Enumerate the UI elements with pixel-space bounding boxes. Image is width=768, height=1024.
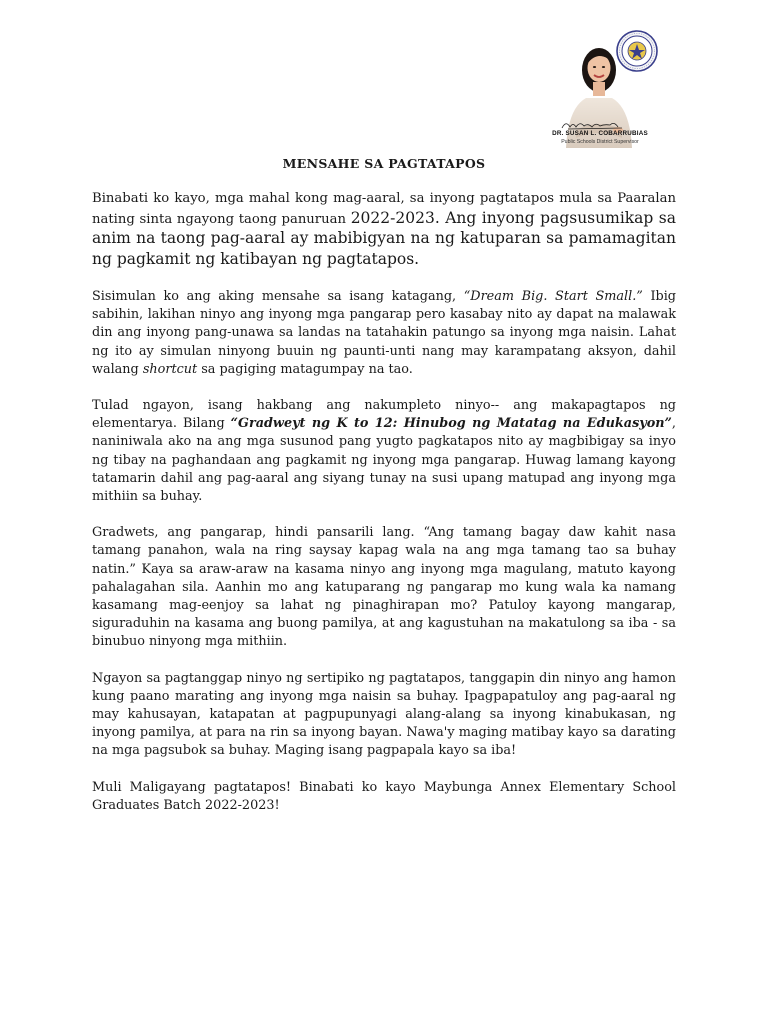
signatory-title: Public Schools District Supervisor [561, 139, 639, 145]
paragraph-1 [92, 190, 676, 270]
paragraph-3-text-b: , naniniwala ako na ang mga susunod pang yugto pagkatapos nito ay magbibigay sa inyo ng tibay na paghandaan ang pagkamit ng inyong mga pangarap. Huwag lamang kayong tatamarin dahil ang pag-aaral ang siyang tunay na susi upang matupad ang inyong mga mithiin sa buhay. [92, 416, 676, 505]
paragraph-5: Ngayon sa pagtanggap ninyo ng sertipiko ng pagtatapos, tanggapin din ninyo ang hamon kung paano marating ang inyong mga naisin sa buhay. Ipagpapatuloy ang pag-aaral ng may kahusayan, katapatan at pagpupunyagi alang-alang sa inyong kinabukasan, ng inyong pamilya, at para na rin sa inyong bayan. Nawa'y maging matibay kayo sa darating na mga pagsubok sa buhay. Maging isang pagpapala kayo sa iba! [92, 670, 676, 759]
signatory-name: DR. SUSAN L. COBARRUBIAS [552, 130, 648, 137]
paragraph-2-text-c: sa pagiging matagumpay na tao. [197, 361, 413, 377]
deped-seal-icon [616, 30, 658, 72]
letterhead [540, 28, 660, 148]
paragraph-2 [92, 288, 676, 379]
shortcut-word: shortcut [142, 361, 198, 377]
dream-big-quote: “Dream Big. Start Small.” [463, 289, 643, 304]
paragraph-6: Muli Maligayang pagtatapos! Binabati ko kayo Maybunga Annex Elementary School Graduates Batch 2022-2023! [92, 779, 676, 813]
paragraph-3-text-a: Tulad ngayon, isang hakbang ang nakumpleto ninyo-- ang makapagtapos ng elementarya. Bilang [92, 398, 676, 432]
paragraph-2-text-b: Ibig sabihin, lakihan ninyo ang inyong mga pangarap pero kasabay nito ay dapat na malawak din ang inyong pang-unawa sa landas na tatahakin patungo sa inyong mga naisin. Lahat ng ito ay simulan ninyong buuin ng paunti-unti nang may karampatang aksyon, dahil walang [92, 289, 676, 377]
paragraph-3 [92, 397, 676, 506]
paragraph-1-text-b: 2022-2023. Ang inyong pagsusumikap sa anim na taong pag-aaral ay mabibigyan na ng katuparan sa pamamagitan ng pagkamit ng katibayan ng pagtatapos. [92, 208, 676, 268]
document-title: MENSAHE SA PAGTATAPOS [282, 156, 486, 171]
graduation-theme: “Gradweyt ng K to 12: Hinubog ng Matatag na Edukasyon” [230, 416, 672, 432]
paragraph-2-text-a: Sisimulan ko ang aking mensahe sa isang katagang, [92, 289, 464, 304]
message-body [92, 190, 676, 815]
paragraph-4: Gradwets, ang pangarap, hindi pansarili lang. “Ang tamang bagay daw kahit nasa tamang panahon, wala na ring saysay kapag wala na ang mga tamang tao sa buhay natin.” Kaya sa araw-araw na kasama ninyo ang inyong mga magulang, matuto kayong pahalagahan sila. Aanhin mo ang katuparang ng pangarap mo kung wala ka namang kasamang mag-eenjoy sa lahat ng pinaghirapan mo? Patuloy kayong mangarap, siguraduhin na kasama ang buong pamilya, at ang kagustuhan na makatulong sa iba - sa binubuo ninyong mga mithiin. [92, 525, 676, 650]
paragraph-1-text-a: Binabati ko kayo, mga mahal kong mag-aaral, sa inyong pagtatapos mula sa Paaralan nating sinta ngayong taong panuruan [92, 191, 676, 227]
